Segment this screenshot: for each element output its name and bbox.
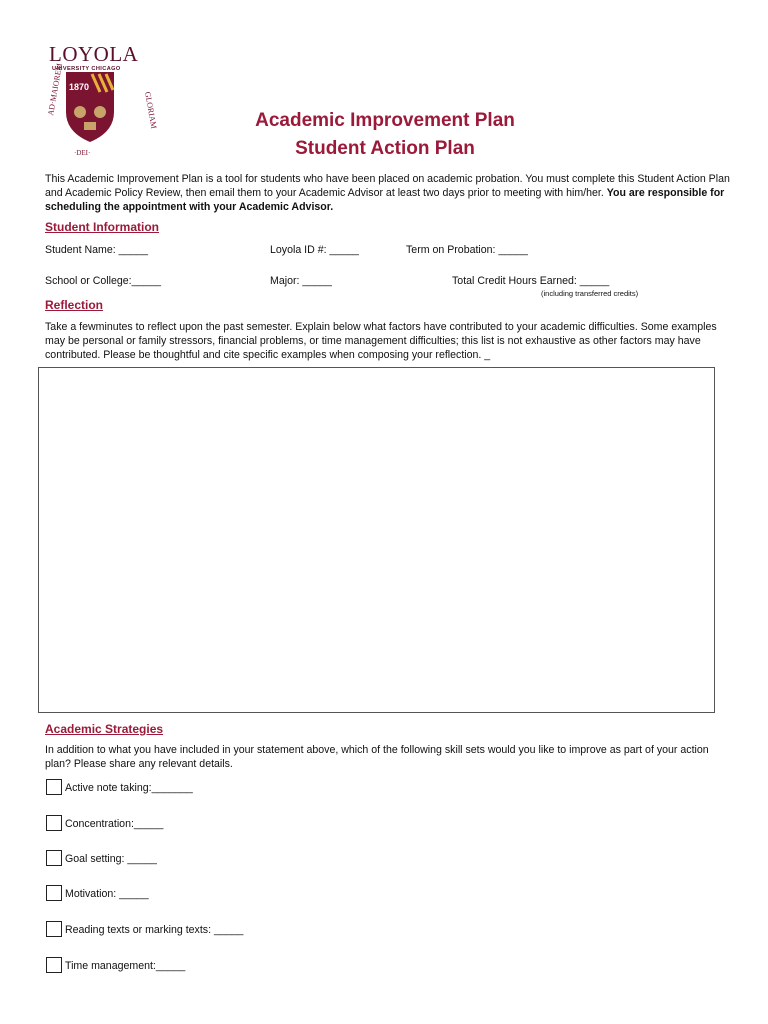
checkbox-label: Goal setting: _____: [65, 853, 157, 865]
checkbox-label: Reading texts or marking texts: _____: [65, 924, 244, 936]
checkbox-reading-texts[interactable]: [46, 921, 62, 937]
document-subtitle: Student Action Plan: [295, 138, 475, 159]
logo-wordmark: LOYOLA: [49, 42, 139, 66]
intro-text: This Academic Improvement Plan is a tool for students who have been placed on academic probation. You must complete this Student Action Plan and Academic Policy Review, then email them to your Academic Advisor at least two days prior to meeting with him/her.: [45, 173, 730, 199]
checkbox-active-note-taking[interactable]: [46, 779, 62, 795]
credit-hours-note: (including transferred credits): [541, 289, 639, 298]
checkbox-time-management[interactable]: [46, 957, 62, 973]
reflection-heading: Reflection: [45, 298, 104, 312]
checkbox-label: Motivation: _____: [65, 888, 149, 900]
major-field[interactable]: Major: _____: [270, 275, 332, 287]
checkbox-label: Active note taking:_______: [65, 782, 193, 794]
checkbox-label: Concentration:_____: [65, 818, 164, 830]
credit-hours-field[interactable]: Total Credit Hours Earned: _____: [452, 275, 610, 287]
intro-paragraph: [45, 172, 735, 214]
reflection-text-box[interactable]: [38, 367, 715, 713]
checkbox-motivation[interactable]: [46, 885, 62, 901]
student-info-heading: Student Information: [45, 220, 159, 234]
svg-text:GLORIAM: GLORIAM: [143, 91, 159, 130]
checkbox-goal-setting[interactable]: [46, 850, 62, 866]
strategies-heading: Academic Strategies: [45, 722, 164, 736]
checkbox-concentration[interactable]: [46, 815, 62, 831]
student-name-field[interactable]: Student Name: _____: [45, 244, 149, 256]
term-probation-field[interactable]: Term on Probation: _____: [406, 244, 528, 256]
intro-bold-note: You are responsible for scheduling the appointment with your Academic Advisor.: [45, 187, 725, 213]
svg-text:·DEI·: ·DEI·: [74, 149, 91, 157]
strategies-instructions: In addition to what you have included in your statement above, which of the following skill sets would you like to improve as part of your action plan? Please share any relevant details.: [45, 744, 709, 770]
seal-year: 1870: [69, 82, 90, 92]
document-title: Academic Improvement Plan: [255, 110, 515, 131]
school-college-field[interactable]: School or College:_____: [45, 275, 162, 287]
logo-subline: UNIVERSITY CHICAGO: [52, 66, 121, 72]
svg-text:AD·MAIOREM: AD·MAIOREM: [46, 62, 65, 117]
checkbox-label: Time management:_____: [65, 960, 186, 972]
reflection-instructions: Take a fewminutes to reflect upon the past semester. Explain below what factors have contributed to your academic difficulties. Some examples may be personal or family stressors, financial problems, or time management difficulties; this list is not exhaustive as other factors may have contributed. Please be thoughtful and cite specific examples when composing your reflection. _: [45, 321, 717, 361]
loyola-id-field[interactable]: Loyola ID #: _____: [270, 244, 359, 256]
university-seal-icon: [44, 60, 159, 160]
